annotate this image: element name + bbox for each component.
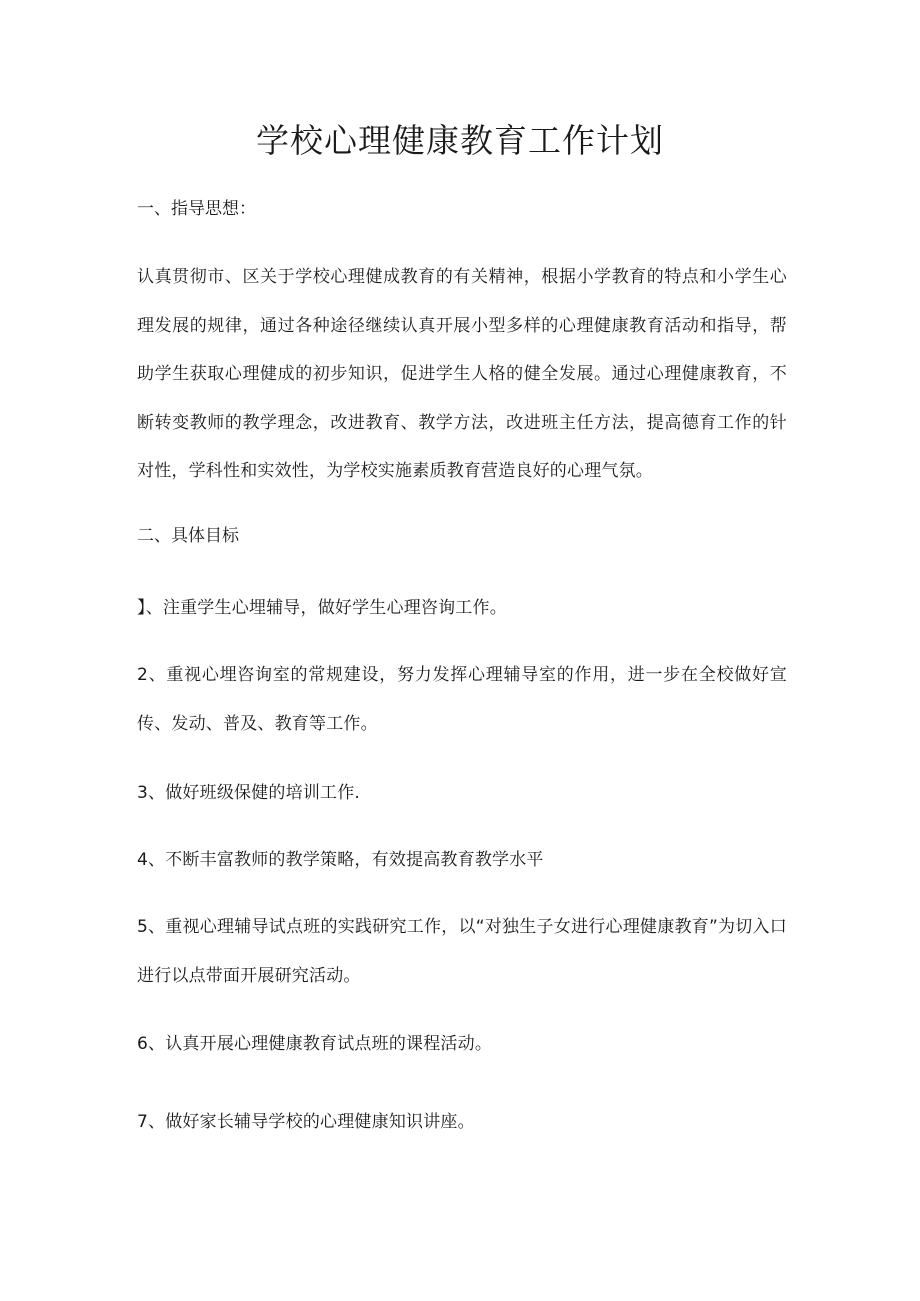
goal-item-1: 】、注重学生心埋辅导，做好学生心理咨询工作。 [137,598,507,618]
goal-item-6: 6、认真开展心理健康教育试点班的课程活动。 [137,1034,493,1054]
section-heading-guiding-ideology: 一、指导思想： [137,199,256,219]
guiding-ideology-paragraph: 认真贯彻市、区关于学校心理健成教育的有关精神，根据小学教育的特点和小学生心理发展的规律，通过各种途径继续认真开展小型多样的心理健康教育活动和指导，帮助学生获取心理健成的初步知识，促进学生人格的健全发展。通过心理健康教育，不断转变教师的教学理念，改进教育、教学方法，改进班主任方法，提高德育工作的针对性，学科性和实效性，为学校实施素质教育营造良好的心理气氛。 [137,267,787,481]
goal-item-3: 3、做好班级保健的培训工作. [137,783,361,803]
goal-item-5: 5、重视心理辅导试点班的实践研究工作，以“对独生子女进行心理健康教育”为切入口进行以点带面开展研究活动。 [137,917,787,986]
goal-item-7: 7、做好家长辅导学校的心理健康知识讲座。 [137,1112,475,1132]
section-heading-specific-goals: 二、具体目标 [137,526,239,546]
goal-item-2: 2、重视心埋咨询室的常规建设，努力发挥心理辅导室的作用，进一步在全校做好宣传、发动、普及、教育等工作。 [137,665,787,734]
document-title: 学校心理健康教育工作计划 [256,121,664,160]
goal-item-4: 4、不断丰富教师的教学策略，有效提高教育教学水平 [137,850,544,870]
